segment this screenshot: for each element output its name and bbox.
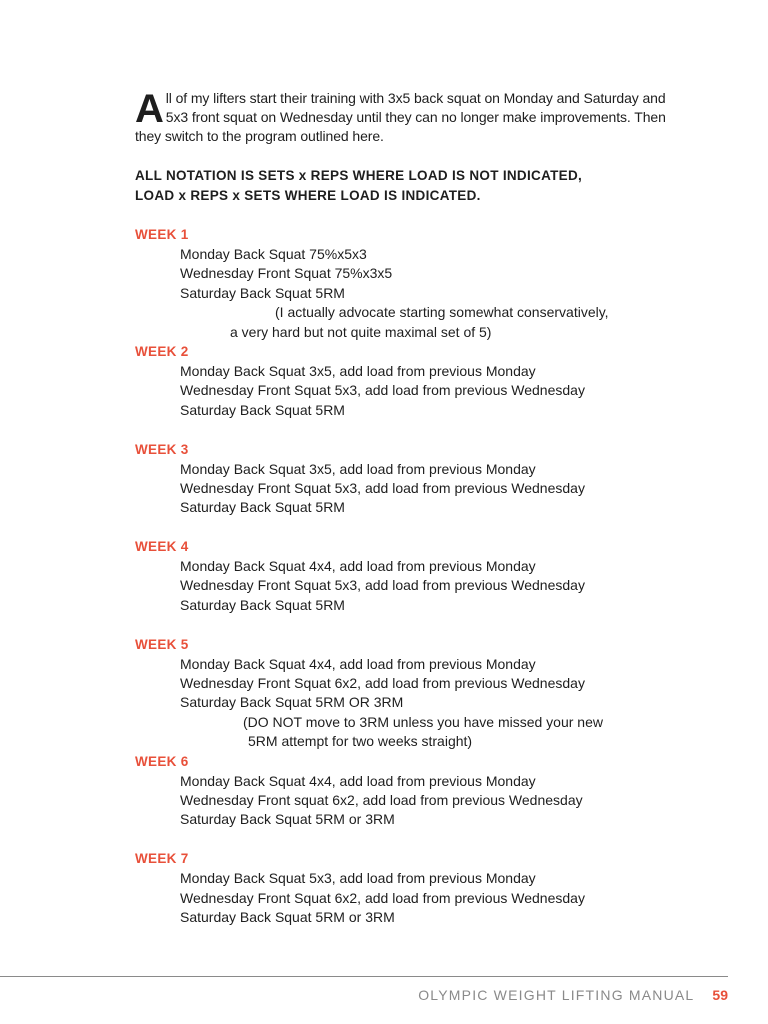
notation-heading [135, 166, 695, 206]
spacer [135, 615, 735, 634]
spacer [135, 518, 735, 537]
monday-workout: Monday Back Squat 75%x5x3 [180, 246, 367, 262]
week-7 [135, 849, 735, 927]
week-note-line-2: a very hard but not quite maximal set of 5) [230, 323, 492, 340]
saturday-workout: Saturday Back Squat 5RM [180, 284, 345, 301]
drop-cap: A [135, 87, 164, 131]
saturday-workout: Saturday Back Squat 5RM or 3RM [180, 908, 395, 925]
week-label: WEEK 2 [135, 343, 189, 359]
monday-workout: Monday Back Squat 5x3, add load from previous Monday [180, 870, 536, 887]
week-label: WEEK 6 [135, 753, 189, 769]
intro-paragraph [135, 89, 680, 146]
manual-title: OLYMPIC WEIGHT LIFTING MANUAL [418, 987, 695, 1003]
wednesday-workout: Wednesday Front Squat 5x3, add load from previous Wednesday [180, 577, 585, 594]
monday-workout: Monday Back Squat 4x4, add load from previous Monday [180, 558, 536, 575]
spacer [135, 420, 735, 439]
monday-workout: Monday Back Squat 4x4, add load from previous Monday [180, 655, 536, 672]
notation-line-2: LOAD x REPS x SETS WHERE LOAD IS INDICATED. [135, 188, 481, 203]
page-number: 59 [712, 987, 728, 1003]
saturday-workout: Saturday Back Squat 5RM [180, 401, 345, 418]
saturday-workout: Saturday Back Squat 5RM [180, 499, 345, 516]
week-2 [135, 342, 735, 440]
week-note-line-2: 5RM attempt for two weeks straight) [248, 733, 473, 750]
wednesday-workout: Wednesday Front Squat 75%x3x5 [180, 265, 393, 282]
monday-workout: Monday Back Squat 3x5, add load from previous Monday [180, 362, 536, 379]
wednesday-workout: Wednesday Front Squat 6x2, add load from previous Wednesday [180, 889, 585, 906]
wednesday-workout: Wednesday Front Squat 5x3, add load from previous Wednesday [180, 479, 585, 496]
week-label: WEEK 3 [135, 441, 189, 457]
intro-text: ll of my lifters start their training with 3x5 back squat on Monday and Saturday and 5x3 front squat on Wednesday until they can no longer make improvements. Then they switch to the program outlined here. [135, 90, 666, 144]
week-4 [135, 537, 735, 635]
week-label: WEEK 7 [135, 851, 189, 867]
week-label: WEEK 5 [135, 636, 189, 652]
saturday-workout: Saturday Back Squat 5RM or 3RM [180, 811, 395, 828]
week-3 [135, 440, 735, 538]
saturday-workout: Saturday Back Squat 5RM [180, 596, 345, 613]
notation-line-1: ALL NOTATION IS SETS x REPS WHERE LOAD IS NOT INDICATED, [135, 168, 583, 183]
monday-workout: Monday Back Squat 3x5, add load from previous Monday [180, 460, 536, 477]
week-1 [135, 225, 735, 342]
week-5 [135, 635, 735, 752]
wednesday-workout: Wednesday Front Squat 5x3, add load from previous Wednesday [180, 382, 585, 399]
week-label: WEEK 4 [135, 539, 189, 555]
wednesday-workout: Wednesday Front Squat 6x2, add load from previous Wednesday [180, 675, 585, 692]
spacer [135, 830, 735, 849]
week-6 [135, 752, 735, 850]
week-note-line-1: (DO NOT move to 3RM unless you have missed your new [243, 713, 603, 730]
week-note-line-1: (I actually advocate starting somewhat conservatively, [275, 304, 609, 321]
week-list [135, 225, 735, 927]
page-footer [418, 987, 728, 1003]
week-label: WEEK 1 [135, 227, 189, 242]
footer-divider [0, 976, 728, 977]
wednesday-workout: Wednesday Front squat 6x2, add load from previous Wednesday [180, 791, 583, 808]
saturday-workout: Saturday Back Squat 5RM OR 3RM [180, 694, 404, 711]
monday-workout: Monday Back Squat 4x4, add load from previous Monday [180, 772, 536, 789]
